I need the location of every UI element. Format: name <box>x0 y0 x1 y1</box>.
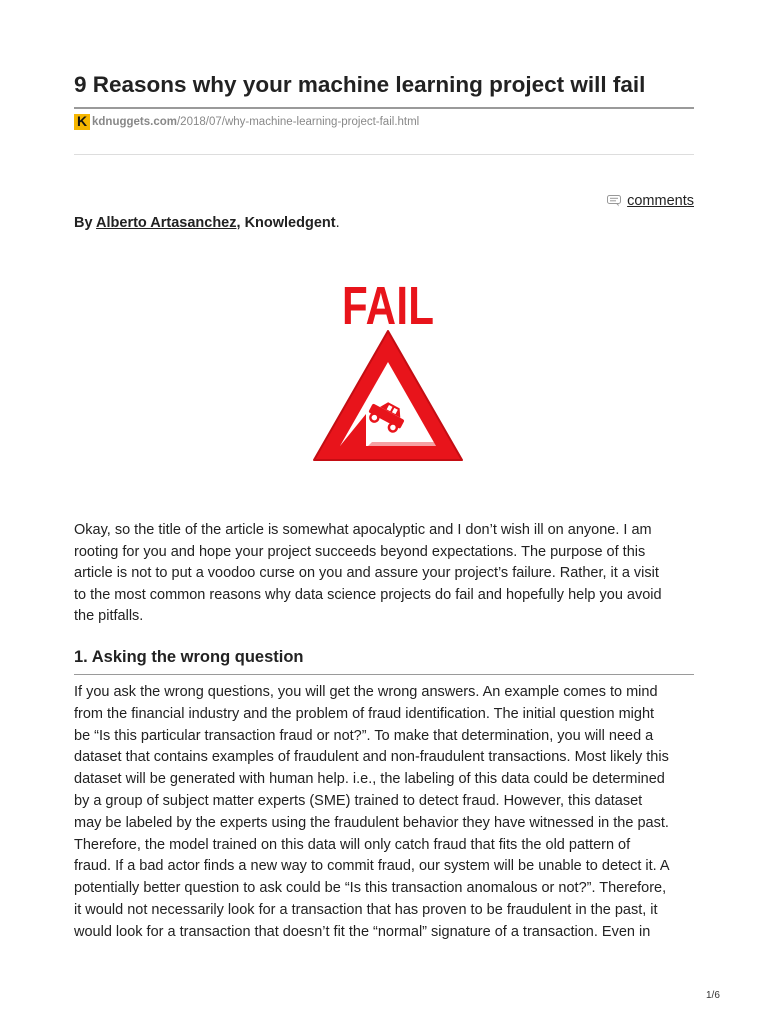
comments-label[interactable]: comments <box>627 193 694 209</box>
title-divider <box>74 107 694 109</box>
source-url[interactable] <box>74 113 419 131</box>
url-path: /2018/07/why-machine-learning-project-fail.html <box>176 116 420 128</box>
fail-image-text: FAIL <box>341 276 435 337</box>
organization: Knowledgent <box>244 215 336 231</box>
url-host: kdnuggets.com <box>92 116 177 128</box>
comment-bubble-icon <box>607 195 621 207</box>
section-heading: 1. Asking the wrong question <box>74 648 304 666</box>
page-number: 1/6 <box>706 990 720 1001</box>
intro-paragraph: Okay, so the title of the article is somewhat apocalyptic and I don’t wish ill on anyone. I am rooting for you and hope your project succeeds beyond expectations. The purpose of this article is not to put a voodoo curse on you and assure your project’s failure. Rather, it a visit to the most common reasons why data science projects do fail and hopefully help you avoid the pitfalls. <box>74 522 662 625</box>
fail-warning-sign-image <box>312 268 464 466</box>
comments-link[interactable] <box>607 193 694 209</box>
section-paragraph: If you ask the wrong questions, you will get the wrong answers. An example comes to mind from the financial industry and the problem of fraud identification. The initial question might be “Is this particular transaction fraud or not?”. To make that determination, you will need a dataset that contains examples of fraudulent and non-fraudulent transactions. Most likely this dataset will be generated with human help. i.e., the labeling of this data could be determined by a group of subject matter experts (SME) trained to detect fraud. However, this dataset may be labeled by the experts using the fraudulent behavior they have witnessed in the past. Therefore, the model trained on this data will only catch fraud that fits the old pattern of fraud. If a bad actor finds a new way to commit fraud, our system will be unable to detect it. A potentially better question to ask could be “Is this transaction anomalous or not?”. Therefore, it would not necessarily look for a transaction that has proven to be fraudulent in the past, it would look for a transaction that doesn’t fit the “normal” signature of a transaction. Even in <box>74 684 670 940</box>
header-divider <box>74 154 694 155</box>
author-link[interactable]: Alberto Artasanchez <box>96 215 237 231</box>
byline: By Alberto Artasanchez, Knowledgent. <box>74 215 340 231</box>
kdnuggets-logo-icon: K <box>74 114 90 130</box>
article-title: 9 Reasons why your machine learning project will fail <box>74 72 646 97</box>
section-divider <box>74 674 694 675</box>
